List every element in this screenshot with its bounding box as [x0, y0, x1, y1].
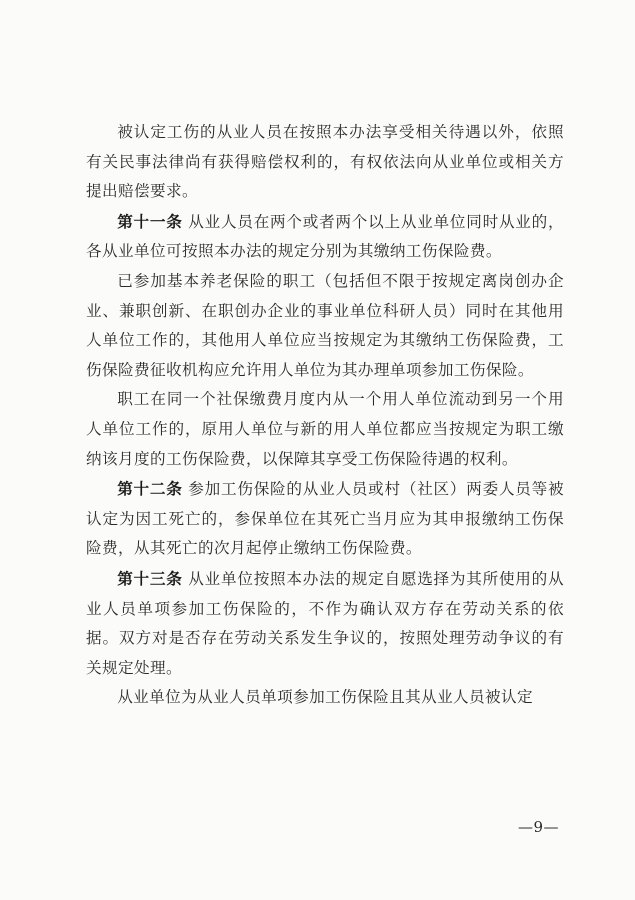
paragraph-text: 参加工伤保险的从业人员或村（社区）两委人员等被认定为因工死亡的，参保单位在其死亡当月应为其申报缴纳工伤保险费，从其死亡的次月起停止缴纳工伤保险费。: [86, 480, 564, 558]
paragraph-text: 从业单位为从业人员单项参加工伤保险且其从业人员被认定: [117, 688, 534, 707]
paragraph-text: 从业单位按照本办法的规定自愿选择为其所使用的从业人员单项参加工伤保险的，不作为确认双方存在劳动关系的依据。双方对是否存在劳动关系发生争议的，按照处理劳动争议的有关规定处理。: [86, 569, 564, 677]
paragraph-text: 已参加基本养老保险的职工（包括但不限于按规定离岗创办企业、兼职创新、在职创办企业的事业单位科研人员）同时在其他用人单位工作的，其他用人单位应当按规定为其缴纳工伤保险费，工伤保险费征收机构应允许用人单位为其办理单项参加工伤保险。: [86, 271, 564, 379]
paragraph-single-insurance: [86, 683, 564, 713]
paragraph-article-11: [86, 207, 564, 267]
paragraph-employer-transfer: [86, 385, 564, 474]
paragraph-injury-compensation: [86, 118, 564, 207]
document-body: [86, 118, 564, 713]
page-number: —9—: [517, 818, 559, 836]
paragraph-article-13: [86, 564, 564, 683]
article-number: 第十三条: [117, 568, 183, 588]
paragraph-text: 职工在同一个社保缴费月度内从一个用人单位流动到另一个用人单位工作的，原用人单位与新的用人单位都应当按规定为职工缴纳该月度的工伤保险费，以保障其享受工伤保险待遇的权利。: [86, 390, 564, 468]
paragraph-text: 从业人员在两个或者两个以上从业单位同时从业的，各从业单位可按照本办法的规定分别为其缴纳工伤保险费。: [86, 212, 564, 261]
article-number: 第十一条: [117, 211, 183, 231]
paragraph-article-12: [86, 474, 564, 564]
article-number: 第十二条: [117, 479, 183, 499]
paragraph-pension-employees: [86, 267, 564, 385]
paragraph-text: 被认定工伤的从业人员在按照本办法享受相关待遇以外，依照有关民事法律尚有获得赔偿权利的，有权依法向从业单位或相关方提出赔偿要求。: [86, 123, 564, 201]
